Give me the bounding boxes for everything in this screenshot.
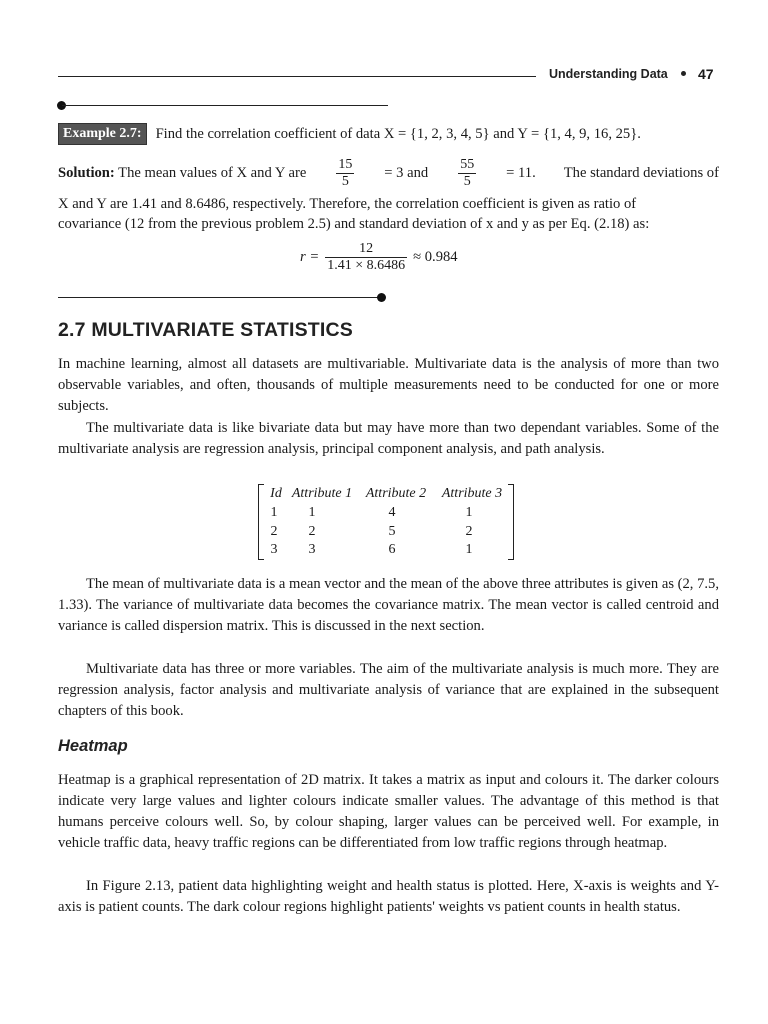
matrix-cell: 2 [270, 524, 278, 539]
matrix-header-attr2: Attribute 2 [365, 486, 427, 501]
section-paragraph-3: The mean of multivariate data is a mean vector and the mean of the above three attributes is given as (2, 7.5, 1.33). The variance of multivariate data becomes the covariance matrix. The mean vector is called centroid and variance is called dispersion matrix. This is discussed in the next section. [58, 576, 719, 634]
section-title: 2.7 MULTIVARIATE STATISTICS [58, 319, 354, 341]
page-number: 47 [698, 66, 714, 82]
matrix-cell: 3 [270, 542, 278, 557]
matrix-cell: 6 [388, 542, 396, 557]
example-bottom-rule [58, 297, 380, 298]
heatmap-paragraph-2: In Figure 2.13, patient data highlighting weight and health status is plotted. Here, X-axis is weights and Y-axis is patient counts. The dark colour regions highlight patients' weights vs patient counts in health status. [58, 878, 719, 915]
heatmap-paragraph-1: Heatmap is a graphical representation of 2D matrix. It takes a matrix as input and colours it. The darker colours indicate very large values and lighter colours indicate smaller values. The advantage of this method is that humans perceive colours well. So, by colour shaping, larger values can be perceived well. For example, in vehicle traffic data, heavy traffic regions can be differentiated from low traffic regions through heatmap. [58, 772, 719, 851]
matrix-cell: 2 [465, 524, 473, 539]
header-rule [58, 76, 536, 77]
example-end-dot [377, 293, 386, 302]
solution-post: The standard deviations of [563, 165, 719, 181]
header-bullet [681, 71, 686, 76]
example-question-row [58, 123, 641, 145]
solution-pre: The mean values of X and Y are [118, 165, 307, 181]
matrix-header-attr3: Attribute 3 [441, 486, 503, 501]
matrix-cell: 1 [308, 505, 316, 520]
section-paragraph-2: The multivariate data is like bivariate data but may have more than two dependant variables. Some of the multivariate analysis are regression analysis, principal component analysis, and path analysis. [58, 420, 719, 457]
solution-line-3: covariance (12 from the previous problem 2.5) and standard deviation of x and y as per Eq. (2.18) as: [58, 216, 650, 232]
matrix-cell: 5 [388, 524, 396, 539]
matrix-cell: 1 [270, 505, 278, 520]
solution-line-2: X and Y are 1.41 and 8.6486, respectively. Therefore, the correlation coefficient is given as ratio of [58, 196, 637, 212]
heatmap-title: Heatmap [58, 737, 128, 755]
matrix-cell: 3 [308, 542, 316, 557]
running-title: Understanding Data [549, 67, 668, 81]
fraction-mean-x-result: = 3 and [384, 165, 429, 181]
correlation-equation [300, 241, 458, 274]
section-paragraph-1: In machine learning, almost all datasets are multivariable. Multivariate data is the analysis of more than two observable variables, and often, thousands of multiple measurements need to be conducted for one or more subjects. [58, 356, 719, 414]
fraction-mean-y-result: = 11. [506, 165, 536, 181]
matrix-header-attr1: Attribute 1 [291, 486, 353, 501]
section-paragraph-4: Multivariate data has three or more variables. The aim of the multivariate analysis is much more. They are regression analysis, factor analysis and multivariate analysis of variance that are explained in the subsequent chapters of this book. [58, 661, 719, 719]
example-question: Find the correlation coefficient of data X = {1, 2, 3, 4, 5} and Y = {1, 4, 9, 16, 25}. [155, 125, 641, 142]
equation-fraction: $\frac{12}{1.41 \times 8.6486}$ [327, 241, 406, 273]
matrix-header-id: Id [270, 486, 282, 501]
equation-lhs: r = [300, 249, 320, 265]
matrix-cell: 2 [308, 524, 316, 539]
attribute-matrix [258, 484, 514, 560]
solution-line-1 [58, 157, 719, 190]
matrix-cell: 4 [388, 505, 396, 520]
example-top-rule [62, 105, 388, 106]
fraction-mean-y: $\frac{55}{5}$ [460, 157, 475, 189]
example-badge: Example 2.7: [58, 123, 147, 145]
matrix-cell: 1 [465, 505, 473, 520]
matrix-cell: 1 [465, 542, 473, 557]
fraction-mean-x: $\frac{15}{5}$ [338, 157, 353, 189]
matrix-left-bracket [258, 484, 264, 560]
solution-label: Solution: [58, 165, 115, 181]
equation-result: ≈ 0.984 [413, 249, 458, 265]
